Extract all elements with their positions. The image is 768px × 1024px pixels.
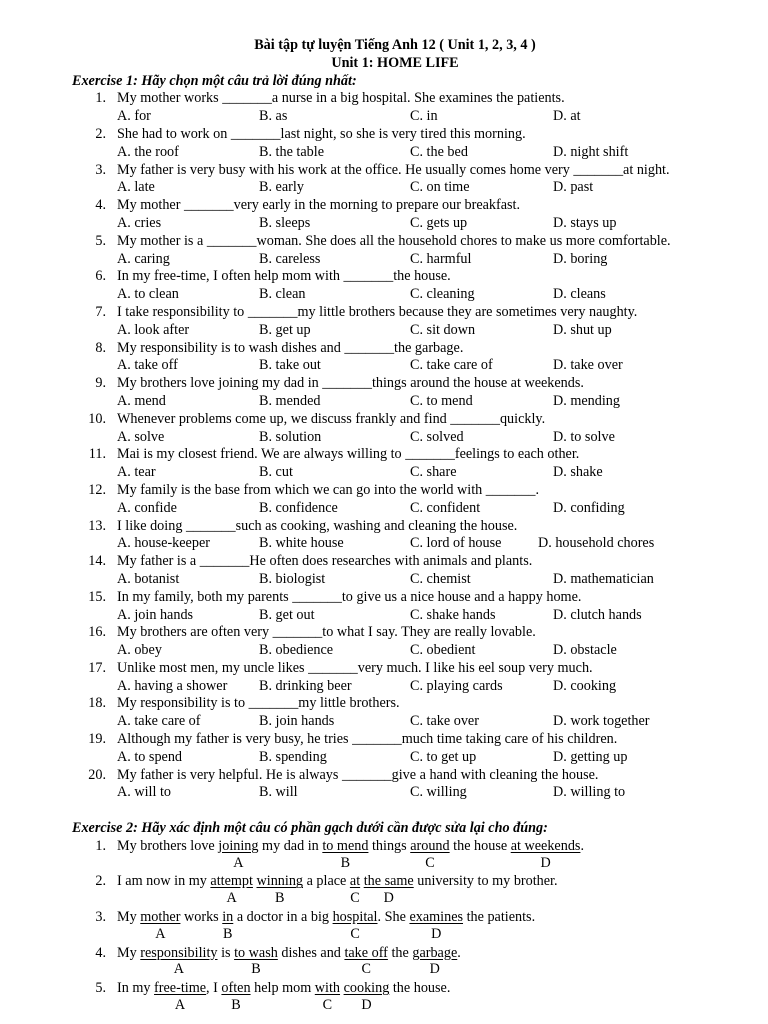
option-b[interactable]: B. obedience [259,642,334,659]
option-d[interactable]: D. cleans [553,286,606,303]
question-number: 2. [95,125,106,142]
question-number: 18. [88,695,106,712]
question-row [0,518,768,536]
option-d[interactable]: D. shake [553,464,603,481]
choice-letter-a: A [233,854,244,871]
option-c[interactable]: C. obedient [410,642,476,659]
sentence-fragment: My brothers love [117,837,219,854]
option-b[interactable]: B. take out [259,357,321,374]
option-d[interactable]: D. at [553,108,581,125]
underlined-part[interactable]: often [221,980,251,997]
question-row [0,767,768,785]
sentence-fragment: In my [117,980,155,997]
choice-letter-d: D [383,890,394,907]
option-c[interactable]: C. playing cards [410,677,503,694]
option-d[interactable]: D. cooking [553,677,617,694]
sentence-fragment: works [180,909,223,926]
sentence-fragment: dishes and [277,944,345,961]
option-c[interactable]: C. shake hands [410,606,496,623]
underlined-part[interactable]: winning [256,873,304,890]
option-c[interactable]: C. to get up [410,748,477,765]
question-text: My father is very helpful. He is always _______give a hand with cleaning the house. [117,766,599,783]
option-a[interactable]: A. having a shower [117,677,228,694]
question-number: 9. [95,375,106,392]
question-text: My brothers are often very _______to what I say. They are really lovable. [117,624,536,641]
question-number: 10. [88,410,106,427]
choice-letter-b: B [223,925,233,942]
answer-options [0,251,768,269]
sentence-fragment: the patients. [463,909,536,926]
option-c[interactable]: C. solved [410,428,464,445]
option-b[interactable]: B. careless [259,250,321,267]
answer-options [0,607,768,625]
section-spacer [0,802,768,820]
question-row [0,838,768,856]
option-b[interactable]: B. white house [259,535,344,552]
underlined-part[interactable]: hospital [332,909,378,926]
question-number: 2. [95,873,106,890]
underlined-part[interactable]: attempt [210,873,253,890]
option-c[interactable]: C. take over [410,713,479,730]
option-a[interactable]: A. tear [117,464,156,481]
answer-options [0,215,768,233]
underlined-part[interactable]: to wash [234,944,278,961]
answer-options [0,784,768,802]
option-b[interactable]: B. confidence [259,499,338,516]
answer-options [0,179,768,197]
question-text [117,838,584,856]
question-number: 1. [95,837,106,854]
unit-title: Unit 1: HOME LIFE [331,54,459,71]
option-a[interactable]: A. to clean [117,286,179,303]
question-number: 1. [95,90,106,107]
option-a[interactable]: A. mend [117,392,166,409]
question-text: My responsibility is to _______my little brothers. [117,695,400,712]
option-c[interactable]: C. cleaning [410,286,475,303]
choice-letter-a: A [173,961,185,978]
choice-letter-d: D [429,961,440,978]
sentence-fragment: . [457,944,461,961]
option-a[interactable]: A. the roof [117,143,179,160]
option-d[interactable]: D. take over [553,357,623,374]
option-c[interactable]: C. sit down [410,321,476,338]
answer-options [0,642,768,660]
question-number: 6. [95,268,106,285]
question-row [0,126,768,144]
option-a[interactable]: A. take care of [117,713,201,730]
question-text: My brothers love joining my dad in _______things around the house at weekends. [117,375,584,392]
sentence-fragment: help mom [250,980,315,997]
question-text: Whenever problems come up, we discuss frankly and find _______quickly. [117,410,546,427]
option-b[interactable]: B. will [259,784,298,801]
option-a[interactable]: A. solve [117,428,165,445]
question-row [0,695,768,713]
option-a[interactable]: A. confide [117,499,177,516]
question-row [0,304,768,322]
question-number: 4. [95,197,106,214]
option-d[interactable]: D. boring [553,250,608,267]
answer-options [0,464,768,482]
option-b[interactable]: B. solution [259,428,322,445]
choice-letters-row [0,891,768,909]
underlined-part[interactable]: garbage [412,944,458,961]
sentence-fragment: university to my brother. [413,873,558,890]
choice-letter-d: D [361,997,372,1014]
worksheet-title: Bài tập tự luyện Tiếng Anh 12 ( Unit 1, 2, 3, 4 ) [254,37,536,53]
choice-letter-c: C [350,925,360,942]
option-b[interactable]: B. as [259,108,288,125]
choice-letters-row [0,998,768,1016]
question-text: Unlike most men, my uncle likes _______very much. I like his eel soup very much. [117,659,593,676]
question-number: 17. [88,659,106,676]
question-text: I take responsibility to _______my little brothers because they are sometimes very naughty. [117,303,638,320]
question-row [0,268,768,286]
sentence-fragment: things [368,837,411,854]
question-text: My father is very busy with his work at the office. He usually comes home very _______at night. [117,161,670,178]
choice-letter-c: C [322,997,333,1014]
question-row [0,980,768,998]
answer-options [0,500,768,518]
option-b[interactable]: B. spending [259,748,327,765]
underlined-part[interactable]: with [314,980,341,997]
answer-options [0,108,768,126]
underlined-part[interactable]: take off [344,944,388,961]
choice-letter-d: D [431,925,442,942]
option-b[interactable]: B. biologist [259,570,326,587]
option-c[interactable]: C. in [410,108,438,125]
choice-letter-a: A [174,997,186,1014]
option-d[interactable]: D. willing to [553,784,626,801]
question-text [117,980,450,998]
answer-options [0,749,768,767]
answer-options [0,571,768,589]
answer-options [0,286,768,304]
option-a[interactable]: A. caring [117,250,170,267]
option-c[interactable]: C. chemist [410,570,471,587]
question-row [0,553,768,571]
option-a[interactable]: A. join hands [117,606,194,623]
question-number: 13. [88,517,106,534]
question-text: In my free-time, I often help mom with _______the house. [117,268,451,285]
question-row [0,375,768,393]
underlined-part[interactable]: to mend [322,837,369,854]
question-number: 3. [95,909,106,926]
question-row [0,589,768,607]
choice-letters-row [0,927,768,945]
option-c[interactable]: C. the bed [410,143,468,160]
option-d[interactable]: D. confiding [553,499,625,516]
option-d[interactable]: D. household chores [538,535,655,552]
choice-letter-c: C [361,961,371,978]
option-b[interactable]: B. join hands [259,713,335,730]
underlined-part[interactable]: at weekends [510,837,581,854]
sentence-fragment: a doctor in a big [233,909,333,926]
question-row [0,945,768,963]
question-text [117,873,558,891]
question-number: 7. [95,303,106,320]
underlined-part[interactable]: cooking [343,980,390,997]
option-b[interactable]: B. the table [259,143,325,160]
option-d[interactable]: D. obstacle [553,642,617,659]
option-a[interactable]: A. botanist [117,570,180,587]
question-number: 11. [88,446,106,463]
sentence-fragment: the house [449,837,511,854]
question-text: In my family, both my parents _______to give us a nice house and a happy home. [117,588,582,605]
underlined-part[interactable]: in [222,909,234,926]
choice-letter-b: B [275,890,285,907]
option-c[interactable]: C. confident [410,499,481,516]
exercise1-questions [0,90,768,802]
question-row [0,482,768,500]
option-c[interactable]: C. to mend [410,392,473,409]
underlined-part[interactable]: mother [140,909,181,926]
underlined-part[interactable]: the same [363,873,414,890]
underlined-part[interactable]: around [410,837,450,854]
choice-letter-b: B [231,997,241,1014]
choice-letter-a: A [226,890,237,907]
option-a[interactable]: A. take off [117,357,178,374]
option-c[interactable]: C. take care of [410,357,493,374]
question-number: 8. [95,339,106,356]
question-row [0,624,768,642]
question-number: 12. [88,481,106,498]
option-c[interactable]: C. share [410,464,457,481]
option-c[interactable]: C. harmful [410,250,472,267]
question-row [0,909,768,927]
option-a[interactable]: A. look after [117,321,190,338]
answer-options [0,429,768,447]
question-row [0,162,768,180]
underlined-part[interactable]: joining [218,837,259,854]
option-a[interactable]: A. cries [117,214,162,231]
underlined-part[interactable]: examines [409,909,464,926]
question-text: My father is a _______He often does researches with animals and plants. [117,553,533,570]
option-a[interactable]: A. obey [117,642,162,659]
answer-options [0,393,768,411]
option-a[interactable]: A. will to [117,784,171,801]
option-a[interactable]: A. to spend [117,748,183,765]
worksheet-page [0,37,768,1016]
option-a[interactable]: A. for [117,108,151,125]
question-number: 19. [88,731,106,748]
question-row [0,340,768,358]
question-number: 5. [95,232,106,249]
option-d[interactable]: D. clutch hands [553,606,642,623]
question-text: My mother is a _______woman. She does all the household chores to make us more comfortable. [117,232,671,249]
option-d[interactable]: D. getting up [553,748,628,765]
sentence-fragment: a place [303,873,350,890]
sentence-fragment: the house. [389,980,451,997]
option-b[interactable]: B. get up [259,321,311,338]
underlined-part[interactable]: responsibility [140,944,218,961]
option-b[interactable]: B. early [259,179,304,196]
option-c[interactable]: C. gets up [410,214,468,231]
option-b[interactable]: B. clean [259,286,306,303]
option-d[interactable]: D. work together [553,713,650,730]
sentence-fragment: My [117,909,141,926]
question-row [0,446,768,464]
question-number: 16. [88,624,106,641]
question-row [0,233,768,251]
option-c[interactable]: C. lord of house [410,535,502,552]
sentence-fragment: the [387,944,413,961]
choice-letter-b: B [340,854,351,871]
exercise2-heading: Exercise 2: Hãy xác định một câu có phần gạch dưới cần được sửa lại cho đúng: [72,820,548,837]
option-b[interactable]: B. sleeps [259,214,311,231]
sentence-fragment: . [580,837,584,854]
question-text [117,945,461,963]
sentence-fragment: I am now in my [117,873,211,890]
option-b[interactable]: B. get out [259,606,315,623]
sentence-fragment: is [217,944,235,961]
choice-letter-d: D [540,854,551,871]
question-text: I like doing _______such as cooking, washing and cleaning the house. [117,517,518,534]
question-text: My responsibility is to wash dishes and _______the garbage. [117,339,464,356]
question-row [0,197,768,215]
question-row [0,411,768,429]
question-number: 5. [95,980,106,997]
answer-options [0,322,768,340]
question-row [0,731,768,749]
choice-letters-row [0,856,768,874]
choice-letters-row [0,962,768,980]
choice-letter-a: A [155,925,166,942]
sentence-fragment: my dad in [258,837,323,854]
choice-letter-c: C [425,854,435,871]
question-text: Mai is my closest friend. We are always willing to _______feelings to each other. [117,446,580,463]
underlined-part[interactable]: free-time [154,980,207,997]
question-row [0,90,768,108]
option-b[interactable]: B. mended [259,392,321,409]
question-number: 15. [88,588,106,605]
option-c[interactable]: C. on time [410,179,470,196]
answer-options [0,357,768,375]
exercise1-heading: Exercise 1: Hãy chọn một câu trả lời đúng nhất: [72,72,357,89]
sentence-fragment: . She [377,909,410,926]
question-number: 14. [88,553,106,570]
underlined-part[interactable]: at [349,873,361,890]
exercise2-questions [0,838,768,1016]
choice-letter-b: B [251,961,261,978]
option-c[interactable]: C. willing [410,784,467,801]
option-a[interactable]: A. late [117,179,155,196]
option-b[interactable]: B. cut [259,464,293,481]
question-text: She had to work on _______last night, so she is very tired this morning. [117,125,526,142]
question-number: 4. [95,944,106,961]
answer-options [0,144,768,162]
question-number: 3. [95,161,106,178]
option-d[interactable]: D. mending [553,392,620,409]
answer-options [0,713,768,731]
question-number: 20. [88,766,106,783]
answer-options [0,678,768,696]
option-b[interactable]: B. drinking beer [259,677,352,694]
option-d[interactable]: D. past [553,179,594,196]
question-row [0,873,768,891]
option-a[interactable]: A. house-keeper [117,535,210,552]
answer-options [0,535,768,553]
choice-letter-c: C [350,890,360,907]
question-text: My mother works _______a nurse in a big hospital. She examines the patients. [117,90,565,107]
option-d[interactable]: D. night shift [553,143,629,160]
sentence-fragment: My [117,944,141,961]
sentence-fragment: , I [206,980,222,997]
question-text: My family is the base from which we can go into the world with _______. [117,481,540,498]
question-text: Although my father is very busy, he tries _______much time taking care of his children. [117,731,618,748]
question-text [117,909,535,927]
option-d[interactable]: D. mathematician [553,570,654,587]
option-d[interactable]: D. shut up [553,321,612,338]
question-row [0,660,768,678]
question-text: My mother _______very early in the morning to prepare our breakfast. [117,197,521,214]
option-d[interactable]: D. to solve [553,428,615,445]
option-d[interactable]: D. stays up [553,214,617,231]
